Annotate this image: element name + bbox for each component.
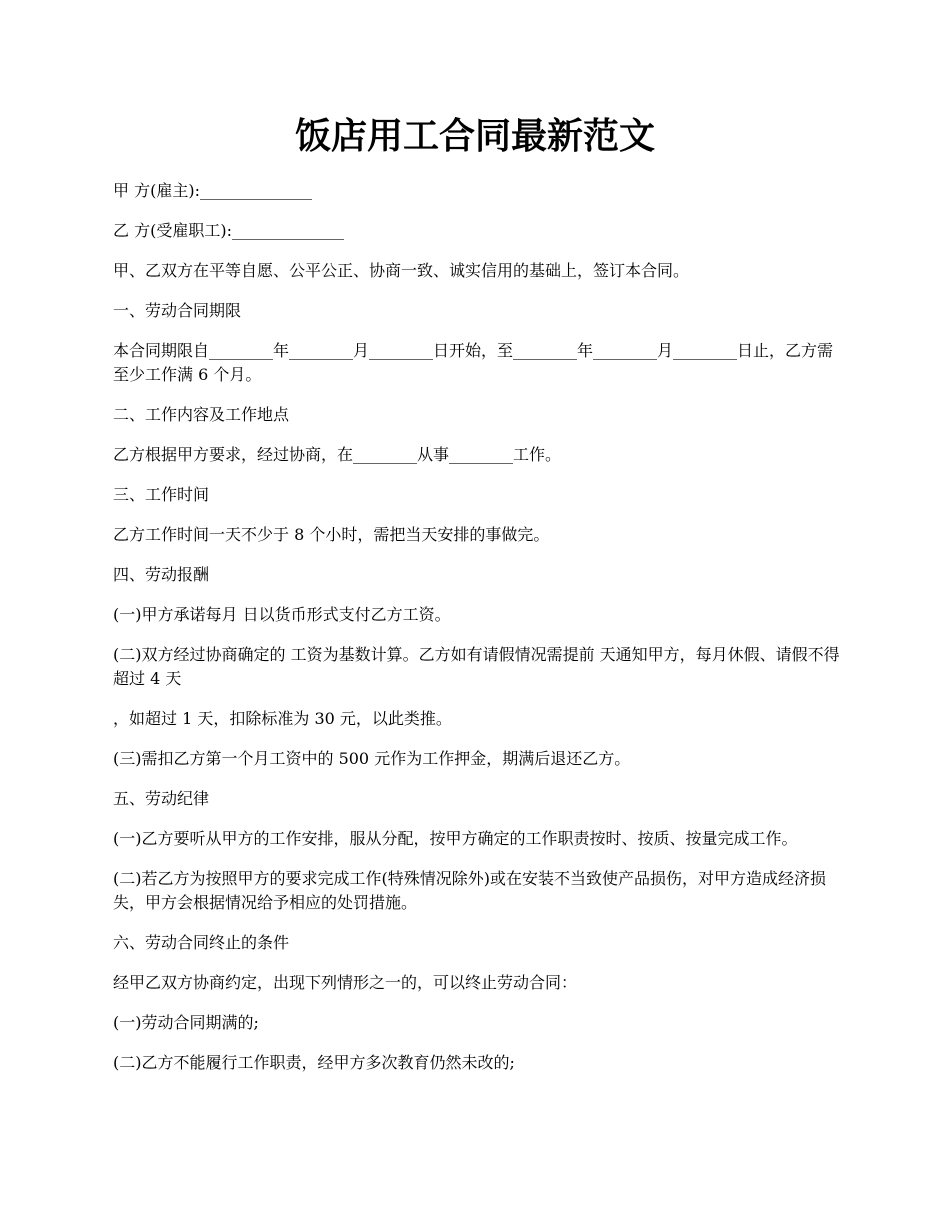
pay-clause-3: (三)需扣乙方第一个月工资中的 500 元作为工作押金，期满后退还乙方。 [113, 749, 631, 768]
section-heading-discipline: 五、劳动纪律 [113, 789, 210, 808]
discipline-clause-2: (二)若乙方为按照甲方的要求完成工作(特殊情况除外)或在安装不当致使产品损伤，对甲方造成经济损失，甲方会根据情况给予相应的处罚措施。 [113, 869, 826, 912]
party-b-line: 乙 方(受雇职工):______________ [113, 221, 344, 240]
work-content-paragraph: 乙方根据甲方要求，经过协商，在________从事________工作。 [113, 445, 562, 464]
section-heading-work-time: 三、工作时间 [113, 485, 210, 504]
preamble: 甲、乙双方在平等自愿、公平公正、协商一致、诚实信用的基础上，签订本合同。 [113, 261, 690, 280]
termination-intro: 经甲乙双方协商约定，出现下列情形之一的，可以终止劳动合同： [113, 973, 578, 992]
termination-clause-2: (二)乙方不能履行工作职责，经甲方多次教育仍然未改的; [113, 1053, 515, 1072]
term-paragraph: 本合同期限自________年________月________日开始，至________年________月________日止，乙方需至少工作满 6 个月。 [113, 341, 834, 384]
work-time-paragraph: 乙方工作时间一天不少于 8 个小时，需把当天安排的事做完。 [113, 525, 550, 544]
document-body [113, 179, 843, 1091]
discipline-clause-1: (一)乙方要听从甲方的工作安排，服从分配，按甲方确定的工作职责按时、按质、按量完成工作。 [113, 829, 798, 848]
section-heading-work-content: 二、工作内容及工作地点 [113, 405, 290, 424]
pay-clause-2: (二)双方经过协商确定的 工资为基数计算。乙方如有请假情况需提前 天通知甲方，每月休假、请假不得超过 4 天 [113, 645, 840, 688]
termination-clause-1: (一)劳动合同期满的; [113, 1013, 259, 1032]
pay-clause-2-continued: ，如超过 1 天，扣除标准为 30 元，以此类推。 [113, 709, 452, 728]
party-a-line: 甲 方(雇主):______________ [113, 181, 312, 200]
section-heading-termination: 六、劳动合同终止的条件 [113, 933, 290, 952]
document-title: 饭店用工合同最新范文 [294, 115, 655, 157]
pay-clause-1: (一)甲方承诺每月 日以货币形式支付乙方工资。 [113, 605, 451, 624]
section-heading-pay: 四、劳动报酬 [113, 565, 210, 584]
section-heading-term: 一、劳动合同期限 [113, 301, 242, 320]
